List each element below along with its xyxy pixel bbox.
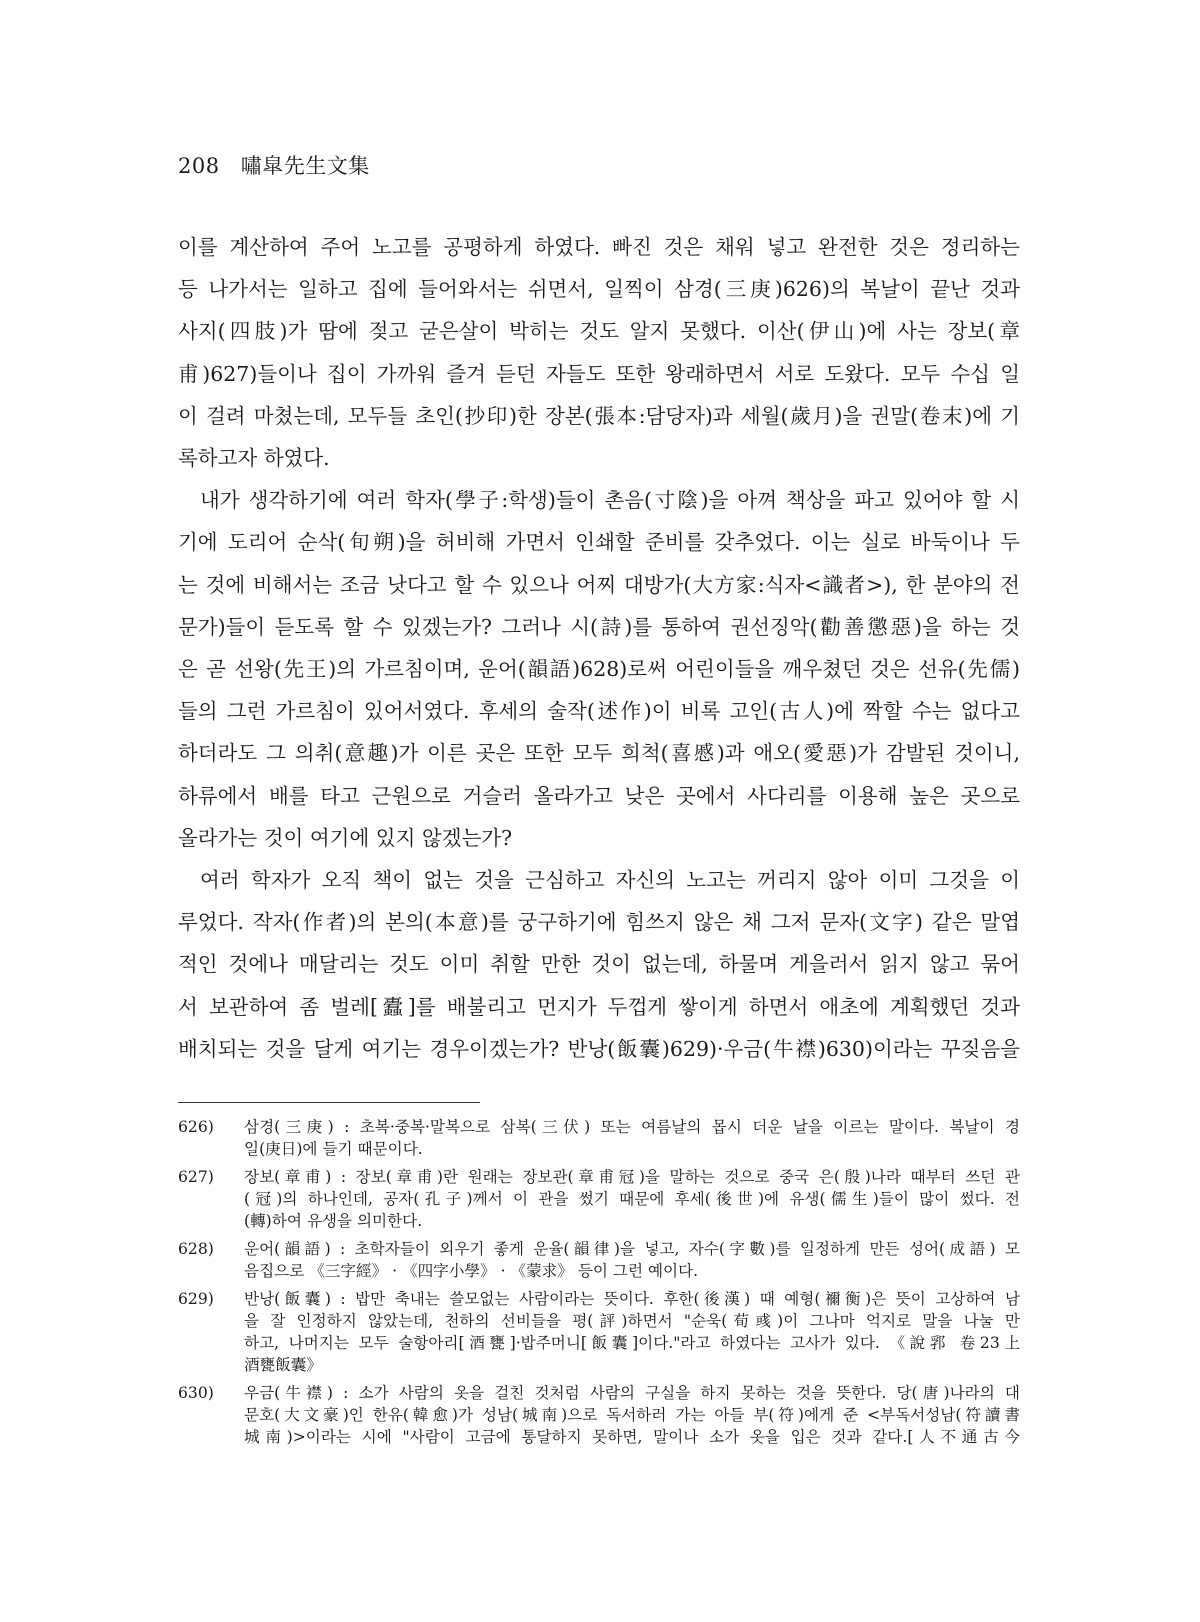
text-line: 서 보관하여 좀 벌레[蠹]를 배불리고 먼지가 두껍게 쌓이게 하면서 애초에 계획했던 것과 <box>178 994 1020 1019</box>
text-line: 하류에서 배를 타고 근원으로 거슬러 올라가고 낮은 곳에서 사다리를 이용해 높은 곳으로 <box>178 783 1020 808</box>
footnote-line: 운어(韻語) : 초학자들이 외우기 좋게 운율(韻律)을 넣고, 자수(字數)를 일정하게 만든 성어(成語) 모 <box>244 1240 1020 1258</box>
footnote-line: 하고, 나머지는 모두 술항아리[酒甕]·밥주머니[飯囊]이다."라고 하였다는 고사가 있다. 《說郛 卷23上 <box>244 1334 1020 1352</box>
text-line: 올라가는 것이 여기에 있지 않겠는가? <box>178 825 513 850</box>
footnote <box>178 1166 1020 1232</box>
footnote <box>178 1382 1020 1448</box>
text-line: 사지(四肢)가 땀에 젖고 굳은살이 박히는 것도 알지 못했다. 이산(伊山)에 사는 장보(章 <box>178 319 1020 344</box>
text-line: 루었다. 작자(作者)의 본의(本意)를 궁구하기에 힘쓰지 않은 채 그저 문자(文字) 같은 말엽 <box>178 910 1020 935</box>
text-line: 록하고자 하였다. <box>178 446 330 471</box>
footnote-line: 酒甕飯囊》 <box>244 1356 322 1374</box>
footnote-line: 반낭(飯囊) : 밥만 축내는 쓸모없는 사람이라는 뜻이다. 후한(後漢) 때 예형(禰衡)은 뜻이 고상하여 남 <box>244 1290 1020 1308</box>
footnote-line: 을 잘 인정하지 않았는데, 천하의 선비들을 평(評)하면서 "순욱(荀彧)이 그나마 억지로 말을 나눌 만 <box>244 1312 1020 1330</box>
text-line: 등 나가서는 일하고 집에 들어와서는 쉬면서, 일찍이 삼경(三庚)626)의 복날이 끝난 것과 <box>178 277 1020 302</box>
footnote-line: (冠)의 하나인데, 공자(孔子)께서 이 관을 썼기 때문에 후세(後世)에 유생(儒生)들이 많이 썼다. 전 <box>244 1190 1020 1208</box>
footnote-line: (轉)하여 유생을 의미한다. <box>244 1212 423 1230</box>
text-line: 는 것에 비해서는 조금 낫다고 할 수 있으나 어찌 대방가(大方家:식자<識者>), 한 분야의 전 <box>178 572 1020 597</box>
footnote <box>178 1288 1020 1376</box>
footnote-number: 629) <box>178 1290 214 1308</box>
page-number: 208 <box>178 154 220 178</box>
footnote-line: 삼경(三庚) : 초복·중복·말복으로 삼복(三伏) 또는 여름날의 몹시 더운 날을 이르는 말이다. 복날이 경 <box>244 1118 1020 1136</box>
footnote-line: 문호(大文豪)인 한유(韓愈)가 성남(城南)으로 독서하러 가는 아들 부(符)에게 준 <부독서성남(符讀書 <box>244 1406 1020 1424</box>
running-header <box>178 150 370 180</box>
footnotes <box>178 1116 1020 1454</box>
text-line: 여러 학자가 오직 책이 없는 것을 근심하고 자신의 노고는 꺼리지 않아 이미 그것을 이 <box>200 868 1020 893</box>
footnote <box>178 1116 1020 1160</box>
text-line: 기에 도리어 순삭(旬朔)을 허비해 가면서 인쇄할 준비를 갖추었다. 이는 실로 바둑이나 두 <box>178 530 1020 555</box>
footnote-line: 장보(章甫) : 장보(章甫)란 원래는 장보관(章甫冠)을 말하는 것으로 중국 은(殷)나라 때부터 쓰던 관 <box>244 1168 1020 1186</box>
footnote <box>178 1238 1020 1282</box>
text-line: 은 곧 선왕(先王)의 가르침이며, 운어(韻語)628)로써 어린이들을 깨우쳤던 것은 선유(先儒) <box>178 657 1020 682</box>
text-line: 들의 그런 가르침이 있어서였다. 후세의 술작(述作)이 비록 고인(古人)에 짝할 수는 없다고 <box>178 699 1020 724</box>
footnote-line: 음집으로 《三字經》 · 《四字小學》 · 《蒙求》 등이 그런 예이다. <box>244 1262 699 1280</box>
footnote-line: 城南)>이라는 시에 "사람이 고금에 통달하지 못하면, 말이나 소가 옷을 입은 것과 같다.[人不通古今 <box>244 1428 1020 1446</box>
footnote-divider <box>178 1102 480 1103</box>
footnote-number: 630) <box>178 1384 214 1402</box>
footnote-line: 우금(牛襟) : 소가 사람의 옷을 걸친 것처럼 사람의 구실을 하지 못하는 것을 뜻한다. 당(唐)나라의 대 <box>244 1384 1020 1402</box>
text-line: 甫)627)들이나 집이 가까워 즐겨 듣던 자들도 또한 왕래하면서 서로 도왔다. 모두 수십 일 <box>178 361 1020 386</box>
text-line: 이 걸려 마쳤는데, 모두들 초인(抄印)한 장본(張本:담당자)과 세월(歲月)을 권말(卷末)에 기 <box>178 403 1020 428</box>
text-line: 배치되는 것을 달게 여기는 경우이겠는가? 반낭(飯囊)629)·우금(牛襟)630)이라는 꾸짖음을 <box>178 1036 1020 1061</box>
text-line: 내가 생각하기에 여러 학자(學子:학생)들이 촌음(寸陰)을 아껴 책상을 파고 있어야 할 시 <box>200 488 1020 513</box>
text-line: 하더라도 그 의취(意趣)가 이른 곳은 또한 모두 희척(喜慼)과 애오(愛惡)가 감발된 것이니, <box>178 741 1020 766</box>
text-line: 이를 계산하여 주어 노고를 공평하게 하였다. 빠진 것은 채워 넣고 완전한 것은 정리하는 <box>178 235 1020 259</box>
main-text <box>178 226 1020 1070</box>
text-line: 적인 것에나 매달리는 것도 이미 취할 만한 것이 없는데, 하물며 게을러서 읽지 않고 묶어 <box>178 952 1020 977</box>
footnote-line: 일(庚日)에 들기 때문이다. <box>244 1140 423 1158</box>
footnote-number: 627) <box>178 1168 214 1186</box>
book-title: 嘯皐先生文集 <box>240 154 370 178</box>
footnote-number: 628) <box>178 1240 214 1258</box>
footnote-number: 626) <box>178 1118 214 1136</box>
text-line: 문가)들이 듣도록 할 수 있겠는가? 그러나 시(詩)를 통하여 권선징악(勸善懲惡)을 하는 것 <box>178 614 1020 639</box>
